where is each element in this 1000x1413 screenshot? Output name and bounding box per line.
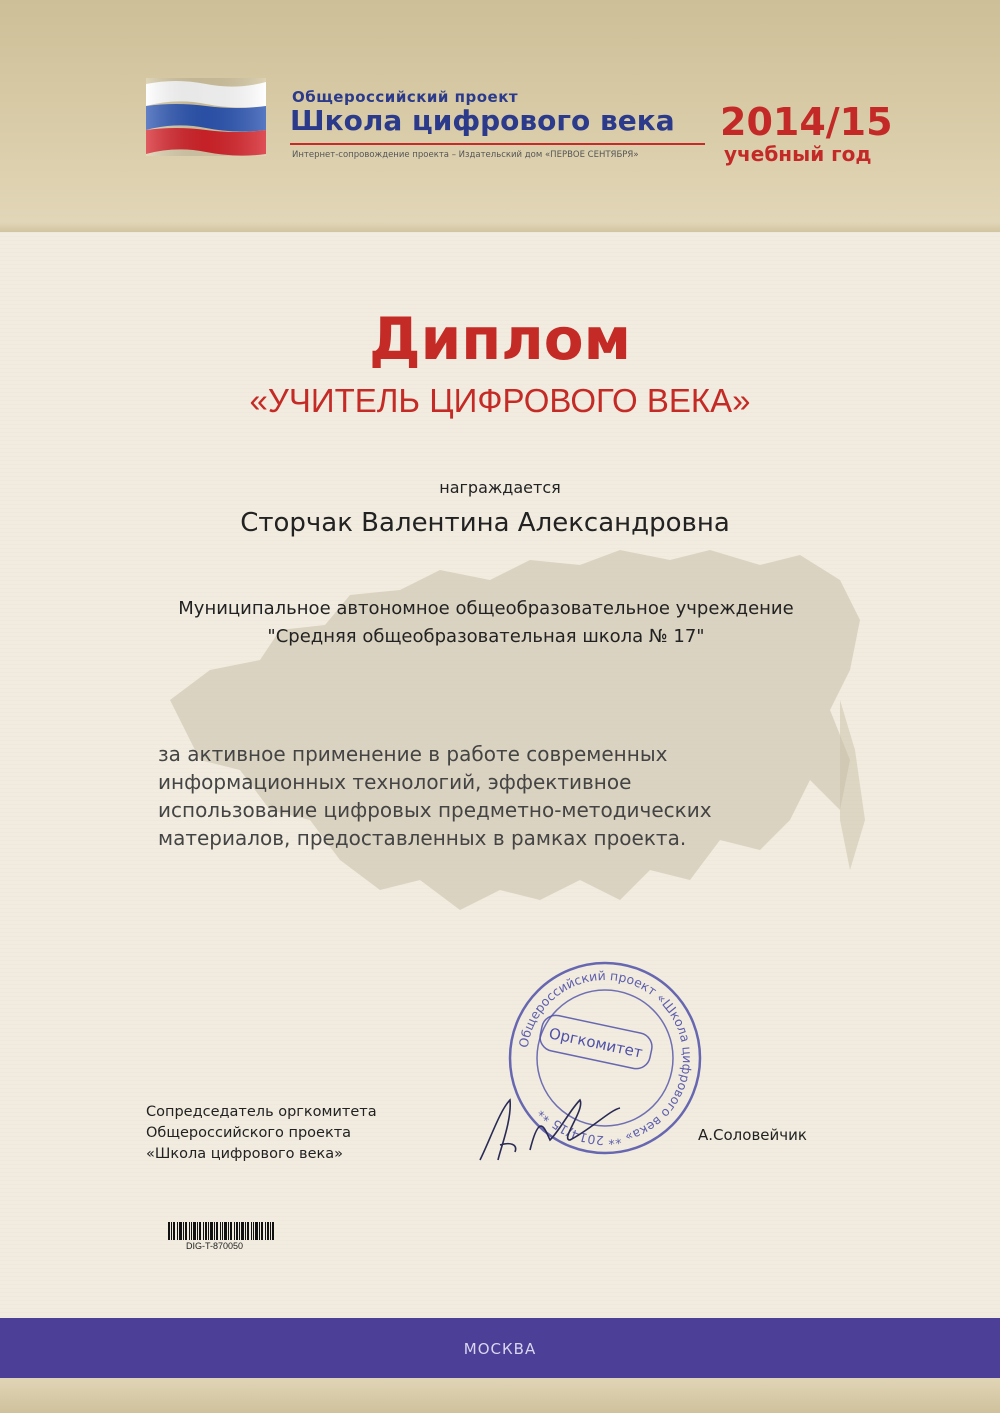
award-reason: [158, 740, 878, 852]
organization-line-2: "Средняя общеобразовательная школа № 17": [267, 626, 705, 647]
project-top-label: Общероссийский проект: [292, 88, 519, 106]
footer-city: МОСКВА: [463, 1340, 537, 1358]
award-reason-line: использование цифровых предметно-методических: [158, 798, 712, 822]
signatory-name: А.Соловейчик: [698, 1126, 807, 1144]
stamp-center-text: Оргкомитет: [547, 1024, 645, 1062]
russian-flag-icon: [146, 78, 266, 156]
diploma-title: Диплом: [368, 305, 632, 373]
project-name: Школа цифрового века: [290, 104, 675, 137]
handwritten-signature: [470, 1070, 630, 1170]
barcode: [168, 1222, 274, 1240]
project-subline: Интернет-сопровождение проекта – Издательский дом «ПЕРВОЕ СЕНТЯБРЯ»: [292, 150, 639, 160]
signatory-title-line: Общероссийского проекта: [146, 1125, 352, 1141]
barcode-number: DIG-T-870050: [186, 1241, 244, 1251]
award-reason-line: за активное применение в работе современных: [158, 742, 668, 766]
school-year-label: учебный год: [724, 142, 872, 166]
recipient-name: Сторчак Валентина Александровна: [240, 508, 730, 538]
signatory-title-line: «Школа цифрового века»: [146, 1146, 344, 1162]
school-year: 2014/15: [720, 100, 893, 144]
signatory-title-line: Сопредседатель оргкомитета: [146, 1104, 377, 1120]
award-reason-line: информационных технологий, эффективное: [158, 770, 632, 794]
organization-line-1: Муниципальное автономное общеобразовательное учреждение: [178, 598, 794, 619]
signatory-title: [146, 1102, 377, 1165]
stamp-ring-text: Общероссийский проект «Школа цифрового века» ** 2014/15 **: [515, 967, 696, 1149]
header-divider: [290, 143, 705, 145]
diploma-subtitle: «УЧИТЕЛЬ ЦИФРОВОГО ВЕКА»: [249, 382, 751, 419]
awarded-label: награждается: [439, 478, 561, 497]
award-reason-line: материалов, предоставленных в рамках проекта.: [158, 826, 687, 850]
footer-strip: [0, 1378, 1000, 1413]
